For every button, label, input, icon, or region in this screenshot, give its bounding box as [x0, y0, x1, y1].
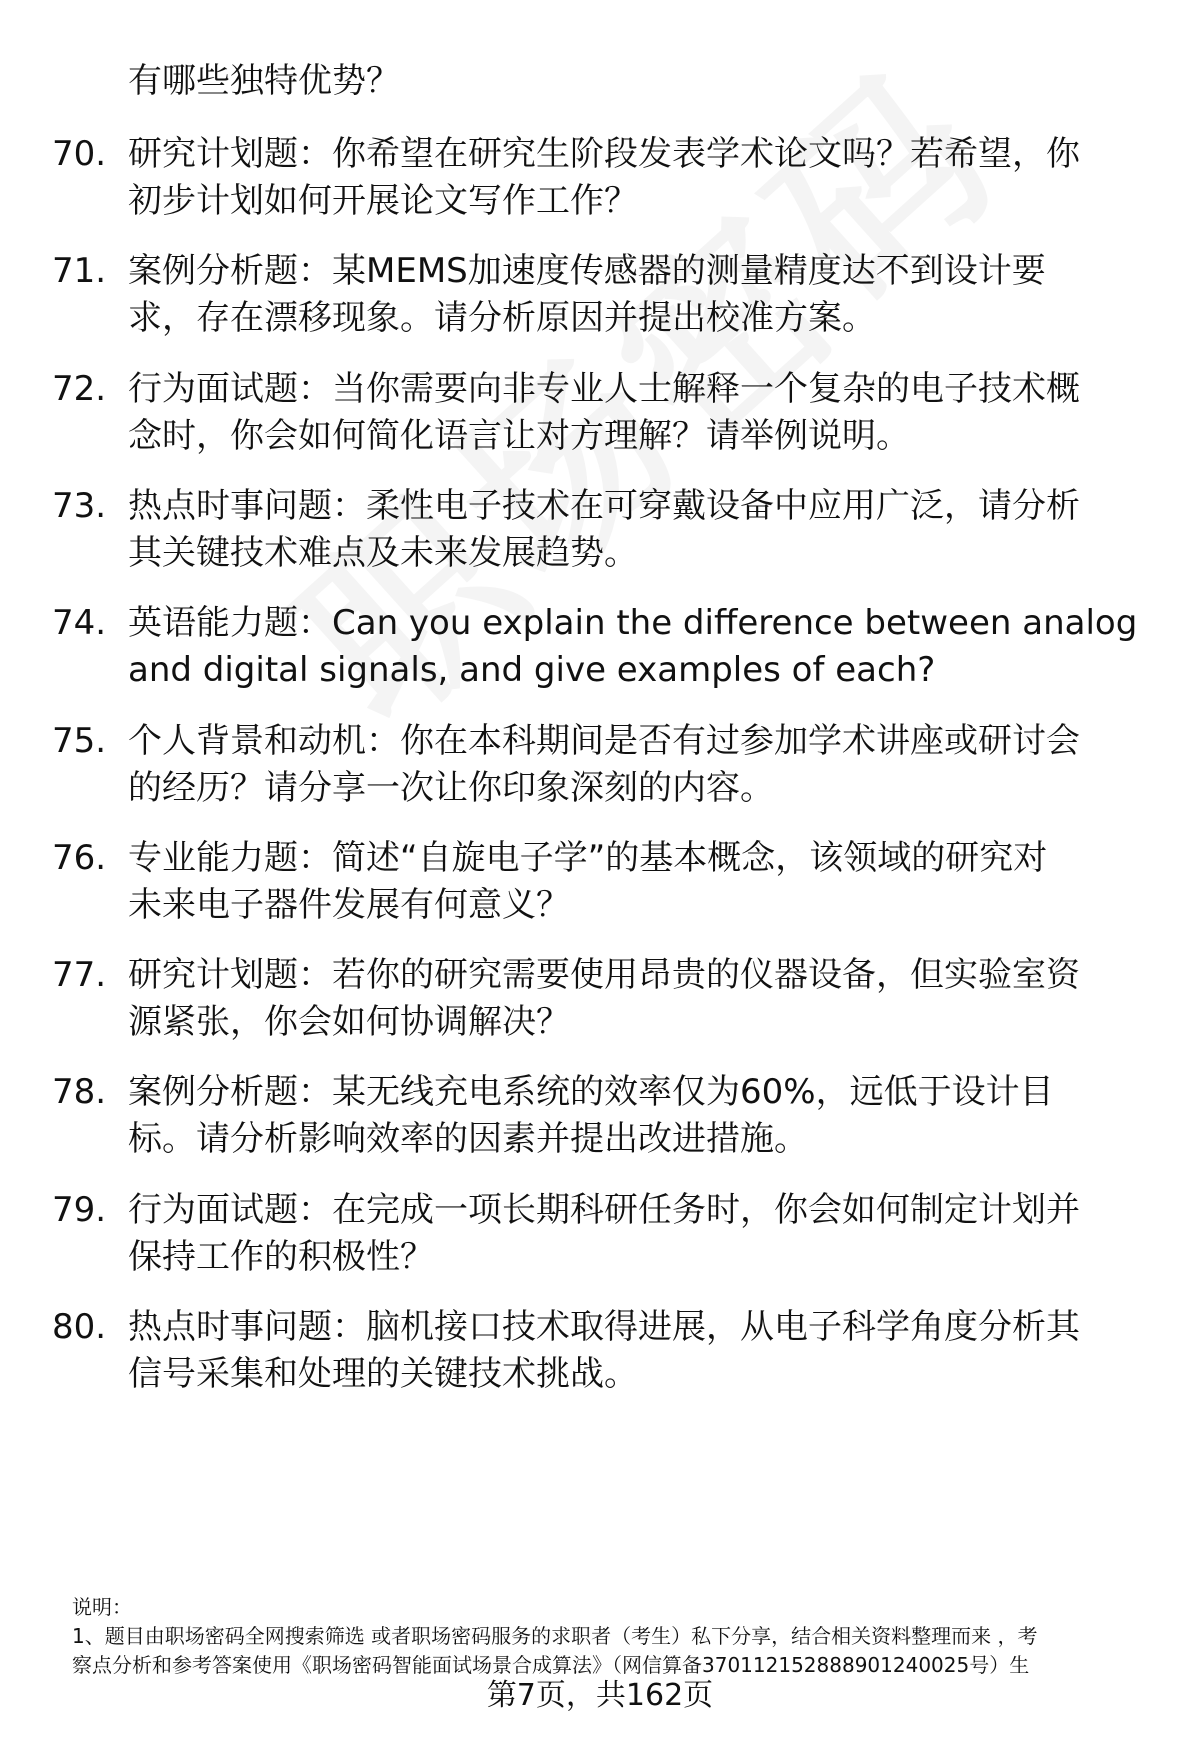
question-text — [128, 248, 1172, 342]
question-line: 案例分析题：某MEMS加速度传感器的测量精度达不到设计要 — [128, 251, 1046, 291]
question-line: 热点时事问题：脑机接口技术取得进展，从电子科学角度分析其 — [128, 1307, 1080, 1347]
question-text — [128, 1187, 1172, 1281]
question-number: 77. — [52, 955, 107, 995]
question-line: 行为面试题：在完成一项长期科研任务时，你会如何制定计划并 — [128, 1190, 1080, 1230]
question-line: 行为面试题：当你需要向非专业人士解释一个复杂的电子技术概 — [128, 369, 1080, 409]
question-item — [52, 600, 1172, 694]
question-line: 其关键技术难点及未来发展趋势。 — [128, 533, 638, 573]
question-text — [128, 1069, 1172, 1163]
question-line: 求，存在漂移现象。请分析原因并提出校准方案。 — [128, 298, 876, 338]
question-line: 研究计划题：若你的研究需要使用昂贵的仪器设备，但实验室资 — [128, 955, 1080, 995]
question-line: 个人背景和动机：你在本科期间是否有过参加学术讲座或研讨会 — [128, 721, 1080, 761]
question-number: 70. — [52, 134, 107, 174]
question-item — [52, 835, 1172, 929]
question-number: 72. — [52, 369, 107, 409]
question-text — [128, 952, 1172, 1046]
question-item — [52, 366, 1172, 460]
question-line: 研究计划题：你希望在研究生阶段发表学术论文吗？若希望，你 — [128, 134, 1080, 174]
question-item — [52, 131, 1172, 225]
question-line: 念时，你会如何简化语言让对方理解？请举例说明。 — [128, 416, 910, 456]
question-number: 76. — [52, 838, 107, 878]
question-item — [52, 1069, 1172, 1163]
question-line: and digital signals, and give examples of each? — [128, 650, 936, 690]
question-number: 71. — [52, 251, 107, 291]
question-line: 的经历？请分享一次让你印象深刻的内容。 — [128, 768, 774, 808]
question-line: 信号采集和处理的关键技术挑战。 — [128, 1354, 638, 1394]
notes-section — [72, 1593, 1172, 1680]
question-text — [128, 600, 1172, 694]
question-item — [52, 248, 1172, 342]
question-line: 专业能力题：简述“自旋电子学”的基本概念，该领域的研究对 — [128, 838, 1048, 878]
question-number: 73. — [52, 486, 107, 526]
question-item — [52, 1187, 1172, 1281]
question-line: 标。请分析影响效率的因素并提出改进措施。 — [128, 1119, 808, 1159]
question-line: 源紧张，你会如何协调解决？ — [128, 1002, 570, 1042]
question-item — [52, 718, 1172, 812]
question-number: 80. — [52, 1307, 107, 1347]
question-number: 75. — [52, 721, 107, 761]
question-item — [52, 1304, 1172, 1398]
question-text — [128, 718, 1172, 812]
question-line: 初步计划如何开展论文写作工作？ — [128, 181, 638, 221]
question-continuation: 有哪些独特优势？ — [128, 61, 400, 101]
question-line: 英语能力题：Can you explain the difference between analog — [128, 603, 1138, 643]
question-number: 78. — [52, 1072, 107, 1112]
notes-heading: 说明： — [72, 1595, 132, 1619]
question-text — [128, 1304, 1172, 1398]
question-number: 79. — [52, 1190, 107, 1230]
question-number: 74. — [52, 603, 107, 643]
question-line: 案例分析题：某无线充电系统的效率仅为60%，远低于设计目 — [128, 1072, 1054, 1112]
question-line: 热点时事问题：柔性电子技术在可穿戴设备中应用广泛，请分析 — [128, 486, 1080, 526]
question-text — [128, 835, 1172, 929]
notes-line: 察点分析和参考答案使用《职场密码智能面试场景合成算法》（网信算备370112152888901240025号）生 — [72, 1653, 1030, 1677]
question-item — [52, 952, 1172, 1046]
question-text — [128, 366, 1172, 460]
question-line: 未来电子器件发展有何意义？ — [128, 885, 570, 925]
question-text — [128, 483, 1172, 577]
question-text — [128, 131, 1172, 225]
notes-line: 1、题目由职场密码全网搜索筛选 或者职场密码服务的求职者（考生）私下分享，结合相关资料整理而来 ，考 — [72, 1624, 1038, 1648]
question-line: 保持工作的积极性？ — [128, 1237, 434, 1277]
page-footer: 第7页，共162页 — [486, 1678, 714, 1713]
question-item — [52, 483, 1172, 577]
